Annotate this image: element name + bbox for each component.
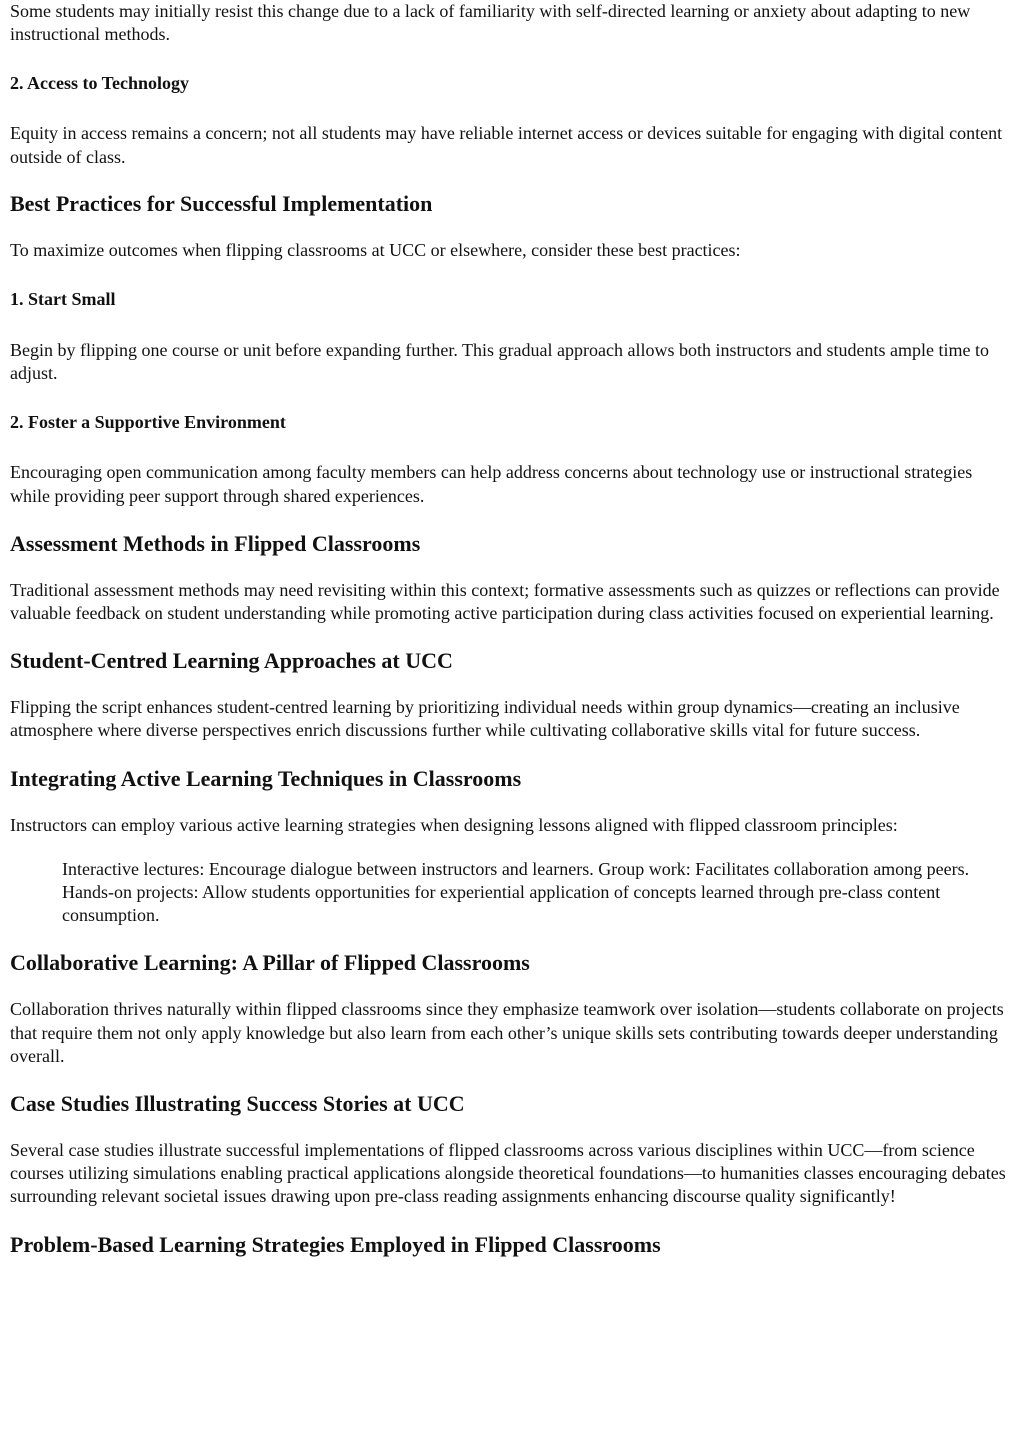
supportive-environment-heading: 2. Foster a Supportive Environment [10,412,286,433]
case-studies-heading: Case Studies Illustrating Success Stories at UCC [10,1091,465,1117]
case-studies-paragraph: Several case studies illustrate successful implementations of flipped classrooms across various disciplines within UCC—from science courses utilizing simulations enabling practical applications alongside theoretical foundations—to humanities classes encouraging debates surrounding relevant societal issues drawing upon pre-class reading assignments enhancing discourse quality significantly! [10,1140,1006,1207]
supportive-environment-paragraph: Encouraging open communication among faculty members can help address concerns about technology use or instructional strategies while providing peer support through shared experiences. [10,462,973,506]
document-body [10,0,1016,1259]
problem-based-heading: Problem-Based Learning Strategies Employed in Flipped Classrooms [10,1231,661,1257]
best-practices-intro: To maximize outcomes when flipping classrooms at UCC or elsewhere, consider these best practices: [10,239,741,260]
active-learning-intro: Instructors can employ various active learning strategies when designing lessons aligned with flipped classroom principles: [10,814,898,835]
collaborative-paragraph: Collaboration thrives naturally within flipped classrooms since they emphasize teamwork over isolation—students collaborate on projects that require them not only apply knowledge but also learn from each other’s unique skills sets contributing towards deeper understanding overall. [10,999,1004,1066]
active-learning-heading: Integrating Active Learning Techniques in Classrooms [10,765,522,791]
start-small-paragraph: Begin by flipping one course or unit before expanding further. This gradual approach allows both instructors and students ample time to adjust. [10,340,989,384]
start-small-heading: 1. Start Small [10,289,116,310]
intro-paragraph: Some students may initially resist this change due to a lack of familiarity with self-directed learning or anxiety about adapting to new instructional methods. [10,1,971,45]
assessment-paragraph: Traditional assessment methods may need revisiting within this context; formative assessments such as quizzes or reflections can provide valuable feedback on student understanding while promoting active participation during class activities focused on experiential learning. [10,579,1000,624]
collaborative-heading: Collaborative Learning: A Pillar of Flipped Classrooms [10,950,530,976]
access-technology-heading: 2. Access to Technology [10,73,190,94]
student-centred-paragraph: Flipping the script enhances student-centred learning by prioritizing individual needs within group dynamics—creating an inclusive atmosphere where diverse perspectives enrich discussions further while cultivating collaborative skills vital for future success. [10,697,960,741]
student-centred-heading: Student-Centred Learning Approaches at UCC [10,648,453,674]
active-learning-list: Interactive lectures: Encourage dialogue between instructors and learners. Group work: Facilitates collaboration among peers. Hands-on projects: Allow students opportunities for experiential application of concepts learned through pre-class content consumption. [62,858,970,926]
assessment-heading: Assessment Methods in Flipped Classrooms [10,530,421,556]
access-technology-paragraph: Equity in access remains a concern; not all students may have reliable internet access or devices suitable for engaging with digital content outside of class. [10,123,1003,167]
best-practices-heading: Best Practices for Successful Implementation [10,190,433,216]
